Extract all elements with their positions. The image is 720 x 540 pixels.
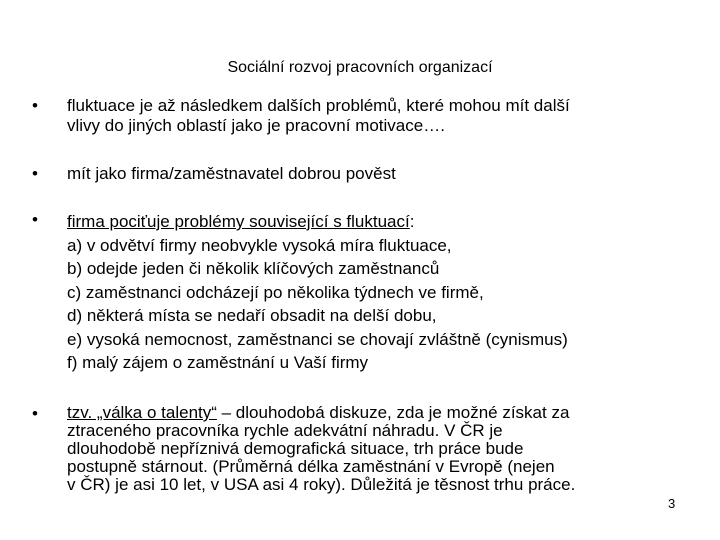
page-number: 3 bbox=[668, 496, 676, 511]
bullet-text bbox=[67, 164, 687, 184]
bullet-line: mít jako firma/zaměstnavatel dobrou pověst bbox=[67, 164, 396, 183]
bullet-line: c) zaměstnanci odcházejí po několika týdnech ve firmě, bbox=[67, 282, 484, 302]
bullet-line: dlouhodobě nepříznivá demografická situace, trh práce bude bbox=[67, 439, 524, 458]
bullet-text bbox=[67, 96, 687, 136]
bullet-line: ztraceného pracovníka rychle adekvátní náhradu. V ČR je bbox=[67, 421, 503, 440]
bullet-lead bbox=[67, 404, 687, 422]
bullet-text bbox=[67, 210, 687, 375]
underlined-lead: firma pociťuje problémy související s fluktuací bbox=[67, 212, 410, 231]
bullet-line: postupně stárnout. (Průměrná délka zaměstnání v Evropě (nejen bbox=[67, 457, 555, 476]
bullet-line: vlivy do jiných oblastí jako je pracovní motivace…. bbox=[67, 116, 445, 135]
bullet-line: fluktuace je až následkem dalších problémů, které mohou mít další bbox=[67, 96, 570, 115]
bullet-marker: • bbox=[32, 96, 38, 115]
bullet-line: f) malý zájem o zaměstnání u Vaší firmy bbox=[67, 353, 369, 372]
lead-rest: – dlouhodobá diskuze, zda je možné získat za bbox=[216, 403, 570, 422]
bullet-line: d) některá místa se nedaří obsadit na delší dobu, bbox=[67, 306, 437, 325]
bullet-text bbox=[67, 404, 687, 494]
bullet-lead bbox=[67, 210, 687, 234]
slide-title: Sociální rozvoj pracovních organizací bbox=[227, 59, 493, 76]
bullet-marker: • bbox=[32, 210, 38, 229]
bullet-line: e) vysoká nemocnost, zaměstnanci se chovají zvláštně (cynismus) bbox=[67, 329, 568, 349]
underlined-lead: tzv. „válka o talenty“ bbox=[67, 403, 217, 422]
bullet-line: v ČR) je asi 10 let, v USA asi 4 roky). Důležitá je těsnost trhu práce. bbox=[67, 475, 576, 494]
bullet-line: b) odejde jeden či několik klíčových zaměstnanců bbox=[67, 259, 440, 278]
bullet-marker: • bbox=[32, 164, 38, 183]
bullet-marker: • bbox=[32, 404, 38, 423]
bullet-line: a) v odvětví firmy neobvykle vysoká míra fluktuace, bbox=[67, 235, 452, 255]
lead-rest: : bbox=[409, 212, 415, 231]
